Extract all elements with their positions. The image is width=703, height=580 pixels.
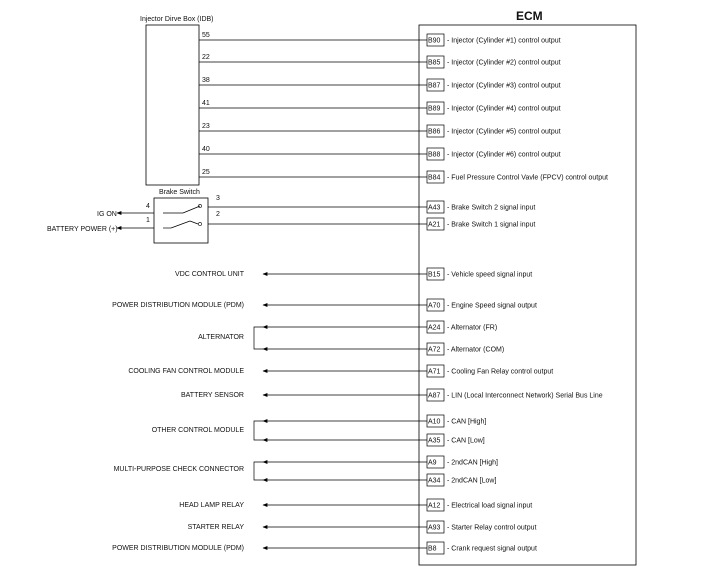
idb-signal-code: B87 <box>428 82 441 90</box>
device-label: COOLING FAN CONTROL MODULE <box>128 368 244 375</box>
pair-bracket <box>254 327 263 349</box>
idb-signal-code: B89 <box>428 105 441 113</box>
ext-signal-desc: - Cooling Fan Relay control output <box>447 368 554 376</box>
idb-signal-code: B84 <box>428 174 441 182</box>
idb-pin-number: 40 <box>202 146 210 153</box>
ext-signal-code: A9 <box>428 459 437 467</box>
idb-pin-number: 41 <box>202 100 210 107</box>
pair-bracket <box>254 421 263 440</box>
idb-signal-code: B90 <box>428 37 441 45</box>
brake-switch-title: Brake Switch <box>159 189 200 196</box>
idb-signal-desc: - Injector (Cylinder #6) control output <box>447 151 561 159</box>
idb-pin-number: 55 <box>202 32 210 39</box>
ext-signal-code: A35 <box>428 437 441 445</box>
brake-signal-code: A43 <box>428 204 441 212</box>
ext-signal-desc: - Alternator (FR) <box>447 324 498 332</box>
ext-signal-desc: - LIN (Local Interconnect Network) Serial Bus Line <box>447 392 603 400</box>
brake-switch-box <box>154 198 208 243</box>
ext-signal-code: A87 <box>428 392 441 400</box>
ig-on-label: IG ON <box>97 211 117 218</box>
ext-signal-code: A93 <box>428 524 441 532</box>
ext-signal-desc: - CAN [Low] <box>447 437 485 445</box>
device-label: BATTERY SENSOR <box>180 392 244 399</box>
ext-signal-desc: - Vehicle speed signal input <box>447 271 533 279</box>
ext-signal-code: A24 <box>428 324 441 332</box>
idb-signal-code: B86 <box>428 128 441 136</box>
device-label: STARTER RELAY <box>187 524 244 531</box>
brake-signal-code: A21 <box>428 221 441 229</box>
device-label: HEAD LAMP RELAY <box>179 502 244 509</box>
idb-signal-code: B88 <box>428 151 441 159</box>
ext-signal-code: A34 <box>428 477 441 485</box>
brake-signal-desc: - Brake Switch 2 signal input <box>447 204 536 212</box>
ext-signal-desc: - 2ndCAN [High] <box>447 459 498 467</box>
idb-pin-number: 23 <box>202 123 210 130</box>
idb-pin-number: 22 <box>202 54 210 61</box>
ext-signal-desc: - Crank request signal output <box>447 545 537 553</box>
ext-signal-desc: - Starter Relay control output <box>447 524 537 532</box>
idb-box <box>146 25 199 185</box>
ext-signal-desc: - Engine Speed signal output <box>447 302 537 310</box>
ext-signal-desc: - Electrical load signal input <box>447 502 533 510</box>
brake-pin-3: 3 <box>216 195 220 202</box>
device-label: OTHER CONTROL MODULE <box>151 427 244 434</box>
device-label: MULTI-PURPOSE CHECK CONNECTOR <box>113 466 244 473</box>
idb-signal-desc: - Injector (Cylinder #5) control output <box>447 128 561 136</box>
idb-signal-desc: - Injector (Cylinder #3) control output <box>447 82 561 90</box>
brake-pin-1: 1 <box>146 217 150 224</box>
brake-pin-2: 2 <box>216 211 220 218</box>
device-label: VDC CONTROL UNIT <box>175 271 244 278</box>
ext-signal-code: B8 <box>428 545 437 553</box>
battery-power-label: BATTERY POWER (+) <box>47 226 118 233</box>
device-label: POWER DISTRIBUTION MODULE (PDM) <box>112 302 244 309</box>
brake-signal-desc: - Brake Switch 1 signal input <box>447 221 536 229</box>
idb-pin-number: 38 <box>202 77 210 84</box>
ext-signal-desc: - CAN [High] <box>447 418 487 426</box>
ext-signal-code: A72 <box>428 346 441 354</box>
idb-signal-desc: - Injector (Cylinder #1) control output <box>447 37 561 45</box>
ext-signal-code: B15 <box>428 271 441 279</box>
ext-signal-code: A70 <box>428 302 441 310</box>
ext-signal-code: A10 <box>428 418 441 426</box>
device-label: POWER DISTRIBUTION MODULE (PDM) <box>112 545 244 552</box>
idb-signal-desc: - Injector (Cylinder #4) control output <box>447 105 561 113</box>
ext-signal-desc: - Alternator (COM) <box>447 346 505 354</box>
ext-signal-code: A12 <box>428 502 441 510</box>
ext-signal-code: A71 <box>428 368 441 376</box>
idb-pin-number: 25 <box>202 169 210 176</box>
idb-signal-desc: - Fuel Pressure Control Vavle (FPCV) control output <box>447 174 608 182</box>
brake-pin-4: 4 <box>146 203 150 210</box>
idb-title: Injector Dirve Box (IDB) <box>140 16 214 23</box>
pair-bracket <box>254 462 263 480</box>
device-label: ALTERNATOR <box>198 334 244 341</box>
ecm-title: ECM <box>516 9 543 23</box>
idb-signal-code: B85 <box>428 59 441 67</box>
idb-signal-desc: - Injector (Cylinder #2) control output <box>447 59 561 67</box>
ext-signal-desc: - 2ndCAN [Low] <box>447 477 497 485</box>
